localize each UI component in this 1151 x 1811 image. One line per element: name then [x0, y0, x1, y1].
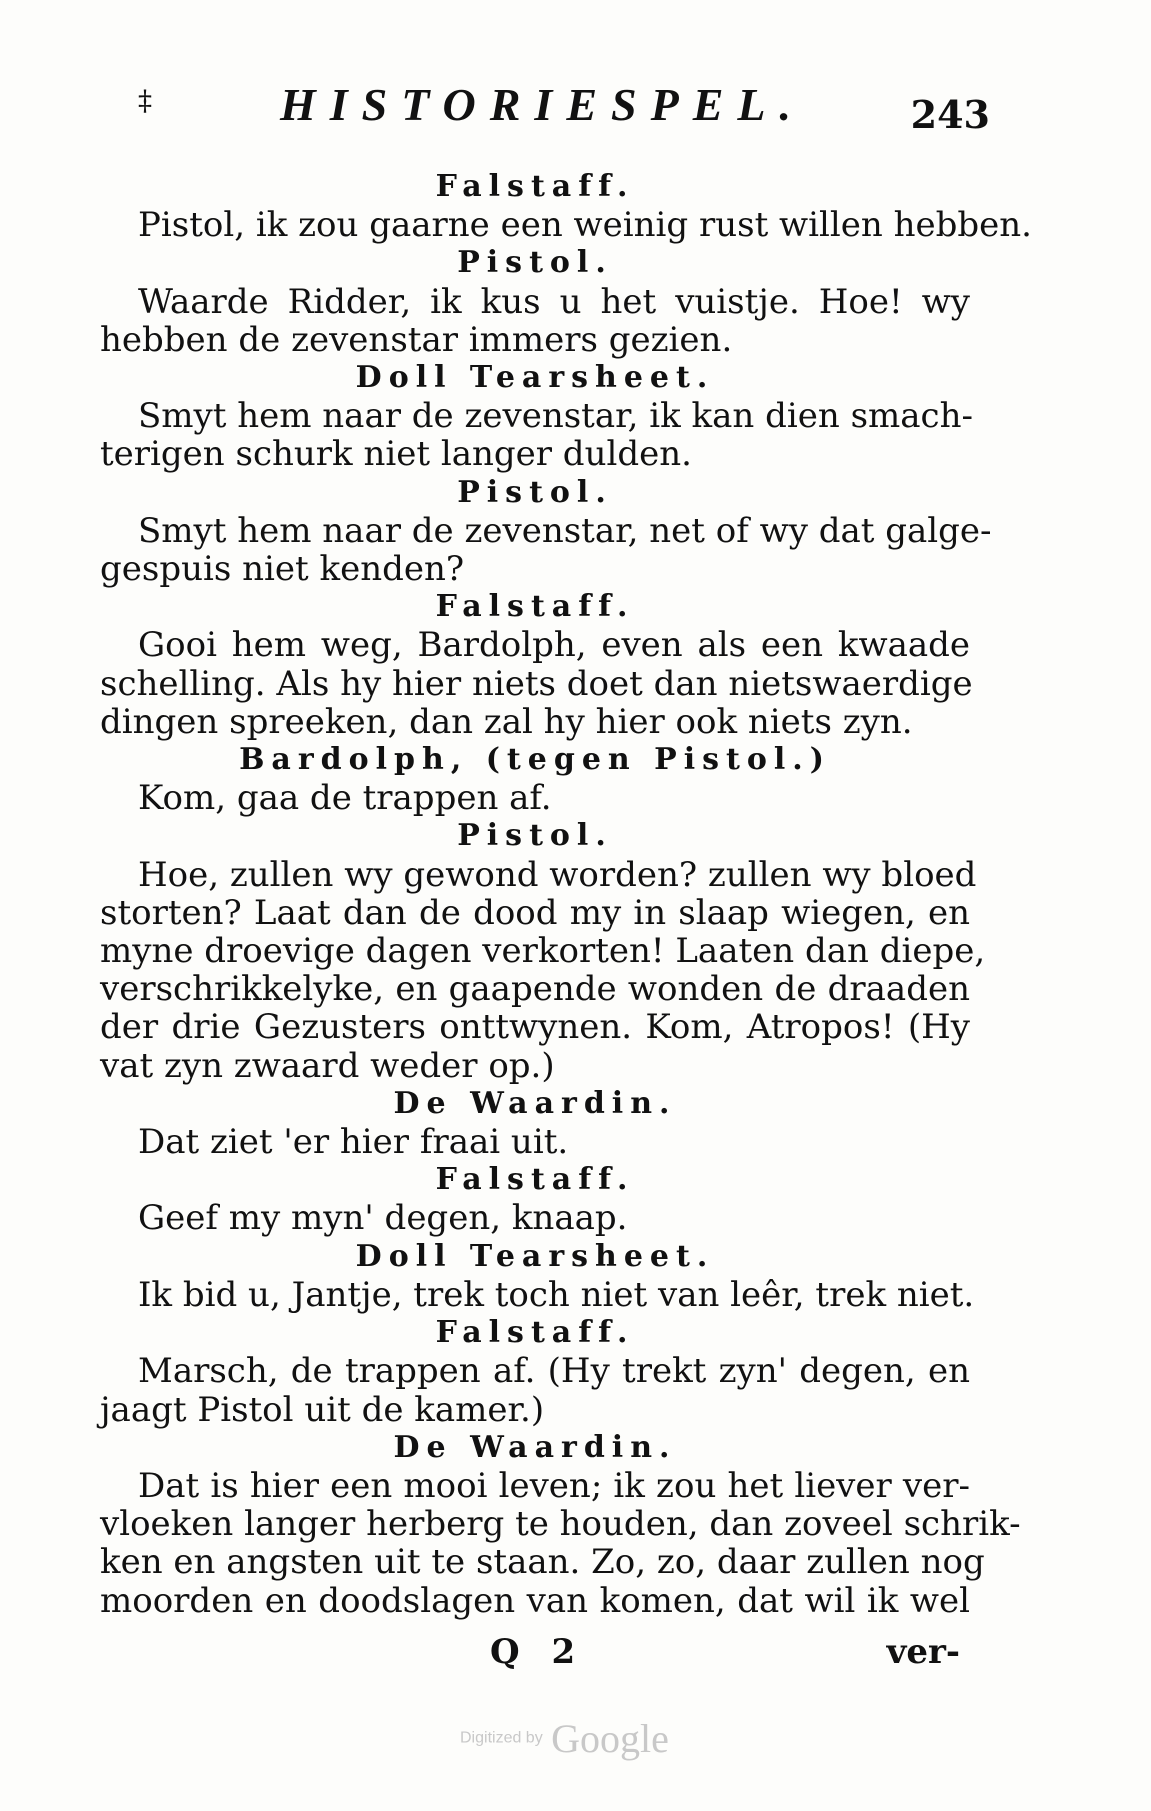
text-line: Hoe, zullen wy gewond worden? zullen wy bloed — [138, 854, 977, 895]
text-line: terigen schurk niet langer dulden. — [100, 434, 692, 475]
speaker-heading: De Waardin. — [393, 1429, 677, 1465]
page-number: 243 — [910, 92, 990, 137]
catchword: ver- — [886, 1632, 960, 1672]
text-line: dingen spreeken, dan zal hy hier ook niets zyn. — [100, 701, 913, 742]
text-line: vloeken langer herberg te houden, dan zoveel schrik- — [100, 1504, 1021, 1545]
text-line: Gooi hem weg, Bardolph, even als een kwaade — [138, 625, 970, 666]
text-line: Dat is hier een mooi leven; ik zou het liever ver- — [138, 1465, 970, 1506]
text-line: Marsch, de trappen af. (Hy trekt zyn' degen, en — [138, 1351, 970, 1392]
text-line: hebben de zevenstar immers gezien. — [100, 319, 733, 360]
play-text — [100, 168, 1032, 1621]
watermark-prefix: Digitized by — [460, 1729, 543, 1747]
text-line: verschrikkelyke, en gaapende wonden de draaden — [100, 969, 970, 1010]
text-line: schelling. Als hy hier niets doet dan nietswaerdige — [100, 663, 973, 704]
speaker-heading: Falstaff. — [435, 1315, 635, 1351]
text-line: Smyt hem naar de zevenstar, net of wy dat galge- — [138, 510, 992, 551]
speaker-heading: Falstaff. — [435, 1162, 635, 1198]
speaker-heading: Pistol. — [457, 245, 613, 281]
text-line: myne droevige dagen verkorten! Laaten dan diepe, — [100, 931, 986, 972]
page-footer — [100, 1632, 970, 1682]
header-mark: ‡ — [138, 84, 152, 117]
text-line: Waarde Ridder, ik kus u het vuistje. Hoe! wy — [138, 281, 970, 322]
text-line: gespuis niet kenden? — [100, 549, 465, 590]
text-line: Pistol, ik zou gaarne een weinig rust willen hebben. — [138, 205, 1032, 246]
text-line: Kom, gaa de trappen af. — [138, 778, 552, 819]
google-logo: Google — [551, 1716, 669, 1761]
text-line: moorden en doodslagen van komen, dat wil ik wel — [100, 1580, 970, 1621]
signature-mark: Q 2 — [490, 1632, 586, 1672]
speaker-heading: Doll Tearsheet. — [355, 360, 715, 396]
running-header — [130, 78, 990, 138]
speaker-heading: De Waardin. — [393, 1085, 677, 1121]
text-line: der drie Gezusters onttwynen. Kom, Atropos! (Hy — [100, 1007, 970, 1048]
speaker-heading: Pistol. — [457, 818, 613, 854]
speaker-heading: Pistol. — [457, 474, 613, 510]
text-line: Ik bid u, Jantje, trek toch niet van leêr, trek niet. — [138, 1274, 975, 1315]
speaker-heading: Bardolph, (tegen Pistol.) — [239, 742, 831, 778]
text-line: Geef my myn' degen, knaap. — [138, 1198, 628, 1239]
text-line: Dat ziet 'er hier fraai uit. — [138, 1122, 569, 1163]
digitized-watermark — [460, 1715, 669, 1762]
speaker-heading: Falstaff. — [435, 589, 635, 625]
running-title: HISTORIESPEL. — [280, 79, 805, 130]
text-line: jaagt Pistol uit de kamer.) — [100, 1389, 545, 1430]
text-line: vat zyn zwaard weder op.) — [100, 1045, 555, 1086]
text-line: ken en angsten uit te staan. Zo, zo, daar zullen nog — [100, 1542, 985, 1583]
speaker-heading: Falstaff. — [435, 169, 635, 204]
text-line: storten? Laat dan de dood my in slaap wiegen, en — [100, 892, 970, 933]
text-line: Smyt hem naar de zevenstar, ik kan dien smach- — [138, 396, 973, 437]
speaker-heading: Doll Tearsheet. — [355, 1238, 715, 1274]
